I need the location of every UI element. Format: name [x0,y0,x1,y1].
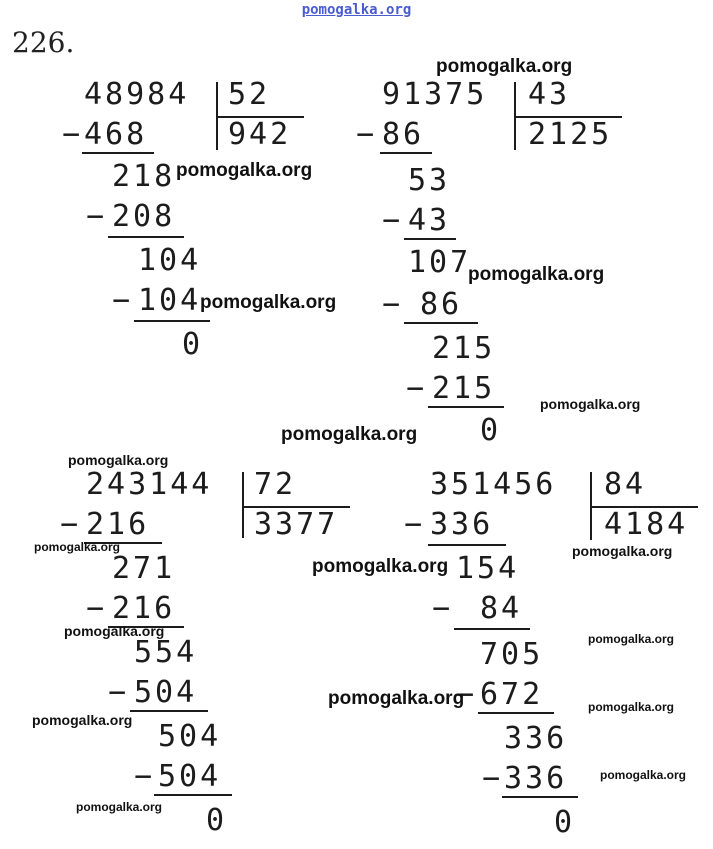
underline [478,712,554,714]
watermark: pomogalka.org [588,700,675,714]
divisor: 72 [254,467,297,502]
watermark: pomogalka.org [328,688,465,709]
subtrahend: 468 [84,117,148,152]
final-remainder: 0 [480,413,502,448]
subtrahend: 216 [112,591,176,626]
watermark: pomogalka.org [68,452,169,468]
watermark: pomogalka.org [436,56,573,77]
final-remainder: 0 [554,805,576,840]
watermark: pomogalka.org [540,396,641,412]
final-remainder: 0 [206,803,228,838]
subtrahend: 672 [480,677,544,712]
final-remainder: 0 [182,327,204,362]
quotient: 3377 [254,507,339,542]
remainder: 554 [134,635,198,670]
watermark: pomogalka.org [312,556,449,577]
divisor: 43 [528,77,571,112]
underline [428,406,504,408]
remainder: 154 [456,551,520,586]
minus-sign: − [382,287,401,322]
dividend: 91375 [382,77,488,112]
subtrahend: 504 [134,675,198,710]
watermark: pomogalka.org [34,540,121,554]
dividend: 351456 [430,467,557,502]
dividend: 48984 [84,77,190,112]
minus-sign: − [382,203,401,238]
remainder: 336 [504,721,568,756]
watermark: pomogalka.org [600,768,687,782]
underline [154,794,232,796]
division-bracket [242,472,244,538]
underline [108,236,184,238]
watermark: pomogalka.org [64,623,165,639]
remainder: 504 [158,719,222,754]
watermark: pomogalka.org [588,632,675,646]
subtrahend: 504 [158,759,222,794]
underline [82,152,154,154]
minus-sign: − [108,675,127,710]
subtrahend: 84 [480,591,523,626]
underline [454,628,530,630]
minus-sign: − [62,117,81,152]
subtrahend: 208 [112,199,176,234]
subtrahend: 336 [504,761,568,796]
remainder: 218 [112,159,176,194]
divisor: 52 [228,77,271,112]
subtrahend: 215 [432,371,496,406]
minus-sign: − [356,117,375,152]
watermark: pomogalka.org [176,160,313,181]
watermark: pomogalka.org [281,424,418,445]
minus-sign: − [406,371,425,406]
remainder: 705 [480,637,544,672]
subtrahend: 104 [138,283,202,318]
underline [404,238,456,240]
watermark: pomogalka.org [76,800,163,814]
minus-sign: − [86,591,105,626]
problem-number: 226. [12,26,75,59]
minus-sign: − [404,507,423,542]
remainder: 271 [112,551,176,586]
quotient: 942 [228,117,292,152]
minus-sign: − [432,591,451,626]
subtrahend: 86 [382,117,425,152]
site-link[interactable]: pomogalka.org [301,2,412,18]
minus-sign: − [60,507,79,542]
quotient: 4184 [604,507,689,542]
watermark: pomogalka.org [572,543,673,559]
dividend: 243144 [86,467,213,502]
underline [502,796,578,798]
remainder: 215 [432,331,496,366]
subtrahend: 43 [408,203,451,238]
remainder: 53 [408,163,451,198]
subtrahend: 216 [86,507,150,542]
subtrahend: 86 [420,287,463,322]
underline [130,710,208,712]
watermark: pomogalka.org [32,712,133,728]
quotient: 2125 [528,117,613,152]
underline [428,544,506,546]
underline [404,322,478,324]
minus-sign: − [112,283,131,318]
watermark: pomogalka.org [468,264,605,285]
minus-sign: − [86,199,105,234]
minus-sign: − [482,761,501,796]
minus-sign: − [456,677,475,712]
divisor: 84 [604,467,647,502]
minus-sign: − [134,759,153,794]
underline [134,320,210,322]
remainder: 104 [138,243,202,278]
watermark: pomogalka.org [200,292,337,313]
remainder: 107 [408,245,472,280]
subtrahend: 336 [430,507,494,542]
underline [380,152,432,154]
